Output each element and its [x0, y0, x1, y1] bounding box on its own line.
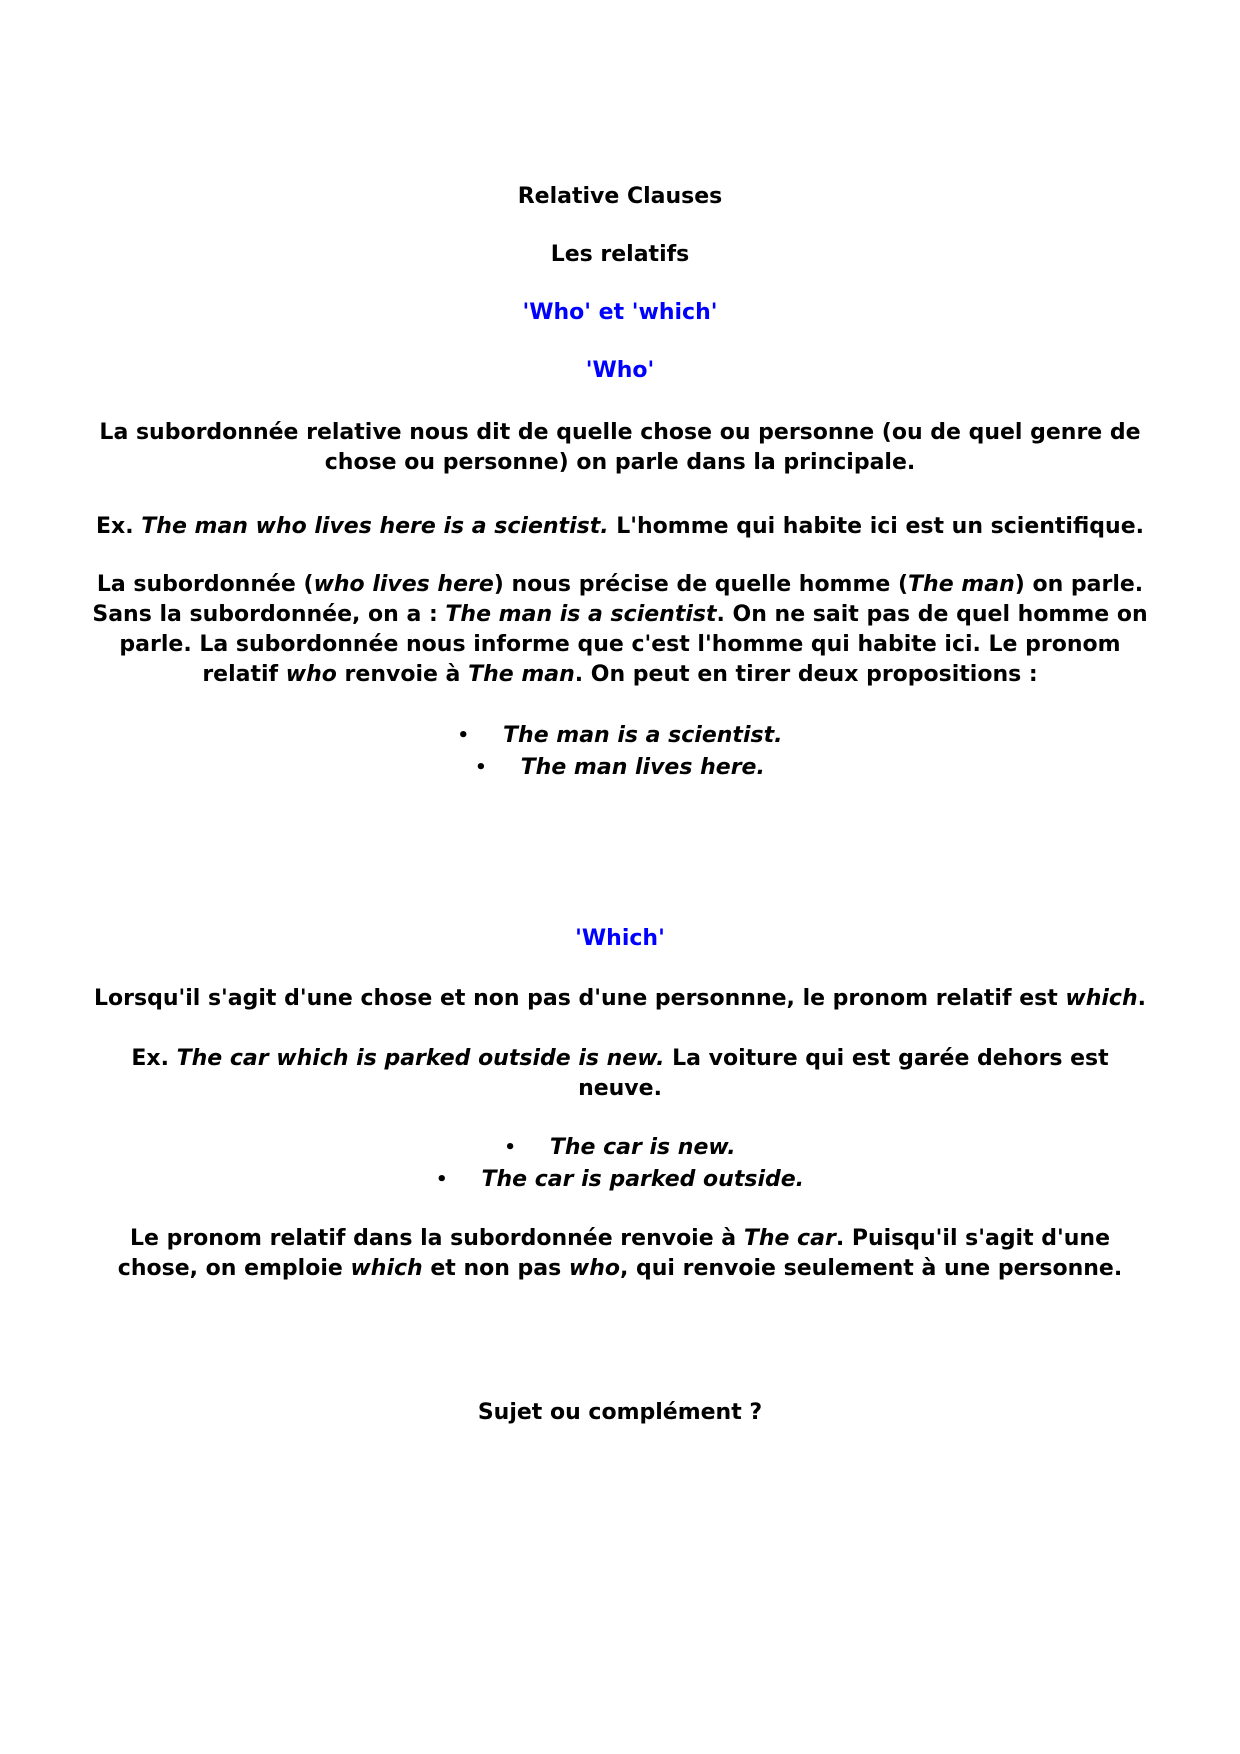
doc-title: Relative Clauses	[517, 184, 723, 209]
example-french-translation: La voiture qui est garée dehors est neuve.	[578, 1046, 1109, 1101]
list-item	[87, 720, 1153, 752]
list-item-text: The man is a scientist.	[503, 723, 783, 748]
text-run: ) on parle. Sans la subordonnée, on a :	[92, 572, 1144, 627]
list-item	[87, 1164, 1153, 1196]
text-run: et non pas	[422, 1256, 569, 1281]
bullet-icon: •	[504, 1137, 516, 1158]
italic-run: The man	[468, 662, 575, 687]
bullet-list-which	[87, 1132, 1153, 1196]
bullet-icon: •	[457, 725, 470, 746]
text-run: Le pronom relatif dans la subordonnée renvoie à	[129, 1226, 744, 1251]
example-who	[87, 512, 1153, 542]
heading-who: 'Who'	[585, 358, 655, 383]
list-item-text: The car is new.	[549, 1135, 736, 1160]
bullet-list-who	[87, 720, 1153, 784]
text-run: . On ne sait pas de quel homme on parle. La subordonnée nous informe que c'est l'homme qui habite ici. Le pronom relatif	[119, 602, 1148, 687]
text-run: . On peut en tirer deux propositions :	[574, 662, 1038, 687]
document-content	[87, 182, 1153, 1428]
example-english-sentence: The car which is parked outside is new.	[176, 1046, 665, 1071]
italic-run: which	[350, 1256, 423, 1281]
list-item	[87, 1132, 1153, 1164]
example-french-translation: L'homme qui habite ici est un scientifique.	[608, 514, 1144, 539]
example-label: Ex.	[131, 1046, 177, 1071]
text-run: ) nous précise de quelle homme (	[493, 572, 909, 597]
heading-which: 'Which'	[575, 926, 665, 951]
list-item-text: The car is parked outside.	[481, 1167, 805, 1192]
text-run: .	[1137, 986, 1146, 1011]
italic-run: who	[285, 662, 337, 687]
list-item-text: The man lives here.	[520, 755, 765, 780]
paragraph-which-intro	[87, 984, 1153, 1014]
example-which	[87, 1044, 1153, 1104]
paragraph-who-intro: La subordonnée relative nous dit de quelle chose ou personne (ou de quel genre de chose ou personne) on parle dans la principale.	[99, 420, 1141, 475]
text-run: Lorsqu'il s'agit d'une chose et non pas d'une personnne, le pronom relatif est	[94, 986, 1066, 1011]
bullet-icon: •	[475, 757, 487, 778]
list-item	[87, 752, 1153, 784]
bullet-icon: •	[435, 1169, 448, 1190]
example-label: Ex.	[96, 514, 142, 539]
text-run: , qui renvoie seulement à une personne.	[620, 1256, 1123, 1281]
italic-run: who	[568, 1256, 620, 1281]
doc-subtitle: Les relatifs	[550, 242, 690, 267]
italic-run: The car	[743, 1226, 836, 1251]
paragraph-which-explanation	[87, 1224, 1153, 1284]
text-run: La subordonnée (	[96, 572, 314, 597]
heading-sujet-complement: Sujet ou complément ?	[477, 1400, 763, 1425]
example-english-sentence: The man who lives here is a scientist.	[141, 514, 609, 539]
italic-run: which	[1065, 986, 1138, 1011]
heading-who-et-which: 'Who' et 'which'	[522, 300, 718, 325]
text-run: . Puisqu'il s'agit d'une chose, on emploie	[117, 1226, 1111, 1281]
text-run: renvoie à	[336, 662, 469, 687]
italic-run: The man is a scientist	[445, 602, 717, 627]
paragraph-who-explanation	[87, 570, 1153, 690]
italic-run: who lives here	[313, 572, 494, 597]
italic-run: The man	[908, 572, 1015, 597]
